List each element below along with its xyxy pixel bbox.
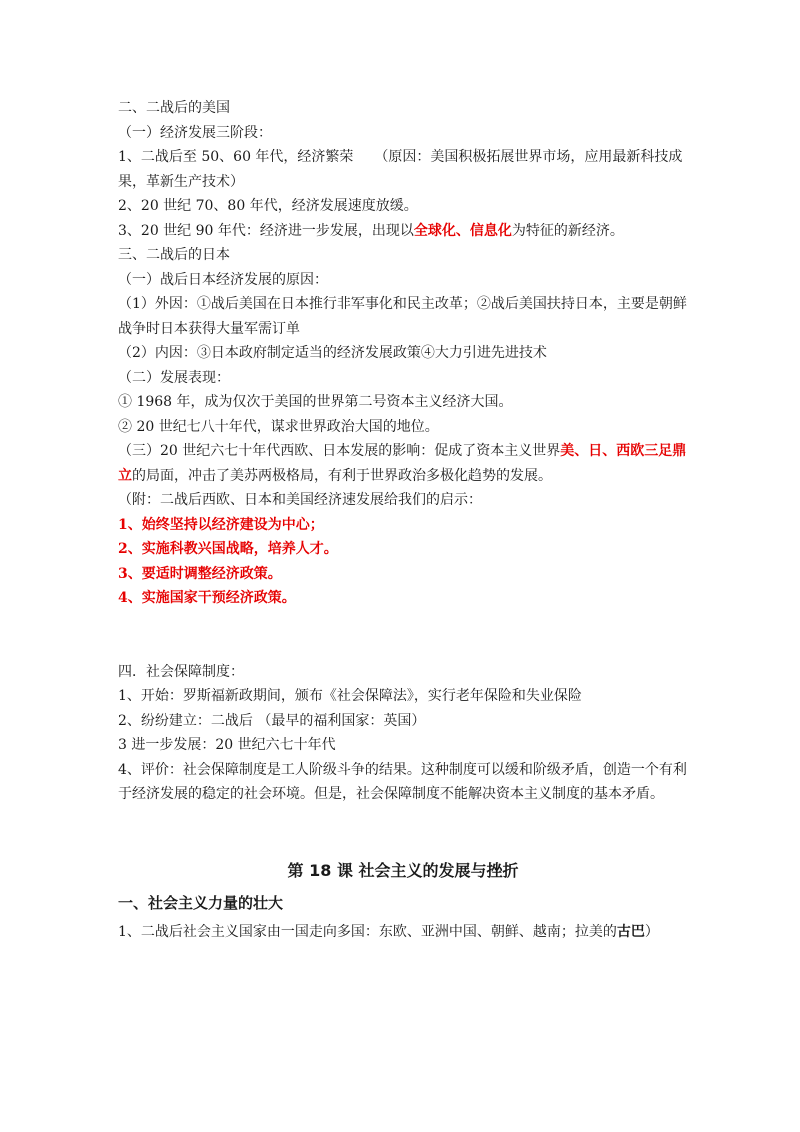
- lesson-item: 4、实施国家干预经济政策。: [118, 590, 296, 606]
- social-security-evaluation: 4、评价：社会保障制度是工人阶级斗争的结果。这种制度可以缓和阶级矛盾，创造一个有利于经济发展的稳定的社会环境。但是，社会保障制度不能解决资本主义制度的基本矛盾。: [118, 761, 687, 802]
- us-stage-3: [118, 219, 688, 244]
- spacer: [118, 807, 688, 858]
- lesson-18-item-1-text: 1、二战后社会主义国家由一国走向多国：东欧、亚洲中国、朝鲜、越南；拉美的: [118, 923, 617, 940]
- impact-text: （三）20 世纪六七十年代西欧、日本发展的影响：促成了资本主义世界: [118, 443, 561, 459]
- japan-performance-2: ② 20 世纪七八十年代，谋求世界政治大国的地位。: [118, 418, 439, 435]
- lesson-18-section-1-title: 一、社会主义力量的壮大: [118, 893, 284, 912]
- lesson-18-item-1: [118, 920, 688, 945]
- lesson-18-item-1-end: ）: [644, 923, 659, 940]
- impact-paragraph: [118, 439, 688, 488]
- japan-performance-1: ① 1968 年，成为仅次于美国的世界第二号资本主义经济大国。: [118, 394, 513, 410]
- social-security-develop: 3 进一步发展：20 世纪六七十年代: [118, 737, 336, 753]
- impact-text-end: 的局面，冲击了美苏两极格局，有利于世界政治多极化趋势的发展。: [132, 467, 552, 484]
- lesson-item: 1、始终坚持以经济建设为中心；: [118, 516, 324, 533]
- lesson-item: 3、要适时调整经济政策。: [118, 565, 282, 582]
- section-title-japan: 三、二战后的日本: [118, 247, 230, 263]
- japan-external-cause: （1）外因：①战后美国在日本推行非军事化和民主改革；②战后美国扶持日本，主要是朝鲜战争时日本获得大量军需订单: [118, 296, 687, 337]
- lesson-18-item-1-bold: 古巴: [616, 923, 645, 940]
- subsection-japan-performance: （二）发展表现：: [118, 369, 230, 386]
- us-stage-3-highlight: 全球化、信息化: [413, 222, 512, 239]
- us-stage-2: 2、20 世纪 70、80 年代，经济发展速度放缓。: [118, 198, 418, 214]
- impact-highlight: 美、日、西欧三足鼎立: [118, 443, 687, 484]
- us-stage-3-text: 3、20 世纪 90 年代：经济进一步发展，出现以: [118, 222, 414, 239]
- japan-internal-cause: （2）内因：③日本政府制定适当的经济发展政策④大力引进先进技术: [118, 345, 547, 361]
- social-security-start: 1、开始：罗斯福新政期间，颁布《社会保障法》，实行老年保险和失业保险: [118, 688, 582, 704]
- lesson-item: 2、实施科教兴国战略，培养人才。: [118, 541, 338, 557]
- us-stage-3-text-end: 为特征的新经济。: [511, 222, 624, 239]
- spacer: [118, 611, 688, 660]
- section-title-social-security: 四．社会保障制度：: [118, 663, 244, 680]
- lesson-18-title: 第 18 课 社会主义的发展与挫折: [287, 860, 519, 880]
- social-security-spread: 2、纷纷建立：二战后 （最早的福利国家：英国）: [118, 712, 426, 729]
- document-page: [118, 96, 688, 944]
- subsection-us-stages: （一）经济发展三阶段：: [118, 124, 272, 141]
- subsection-japan-reasons: （一）战后日本经济发展的原因：: [118, 271, 328, 288]
- section-title-us: 二、二战后的美国: [118, 100, 230, 116]
- us-stage-1: 1、二战后至 50、60 年代，经济繁荣 （原因：美国积极拓展世界市场，应用最新科技成果，革新生产技术）: [118, 149, 683, 190]
- lessons-note: （附：二战后西欧、日本和美国经济速发展给我们的启示：: [118, 492, 482, 508]
